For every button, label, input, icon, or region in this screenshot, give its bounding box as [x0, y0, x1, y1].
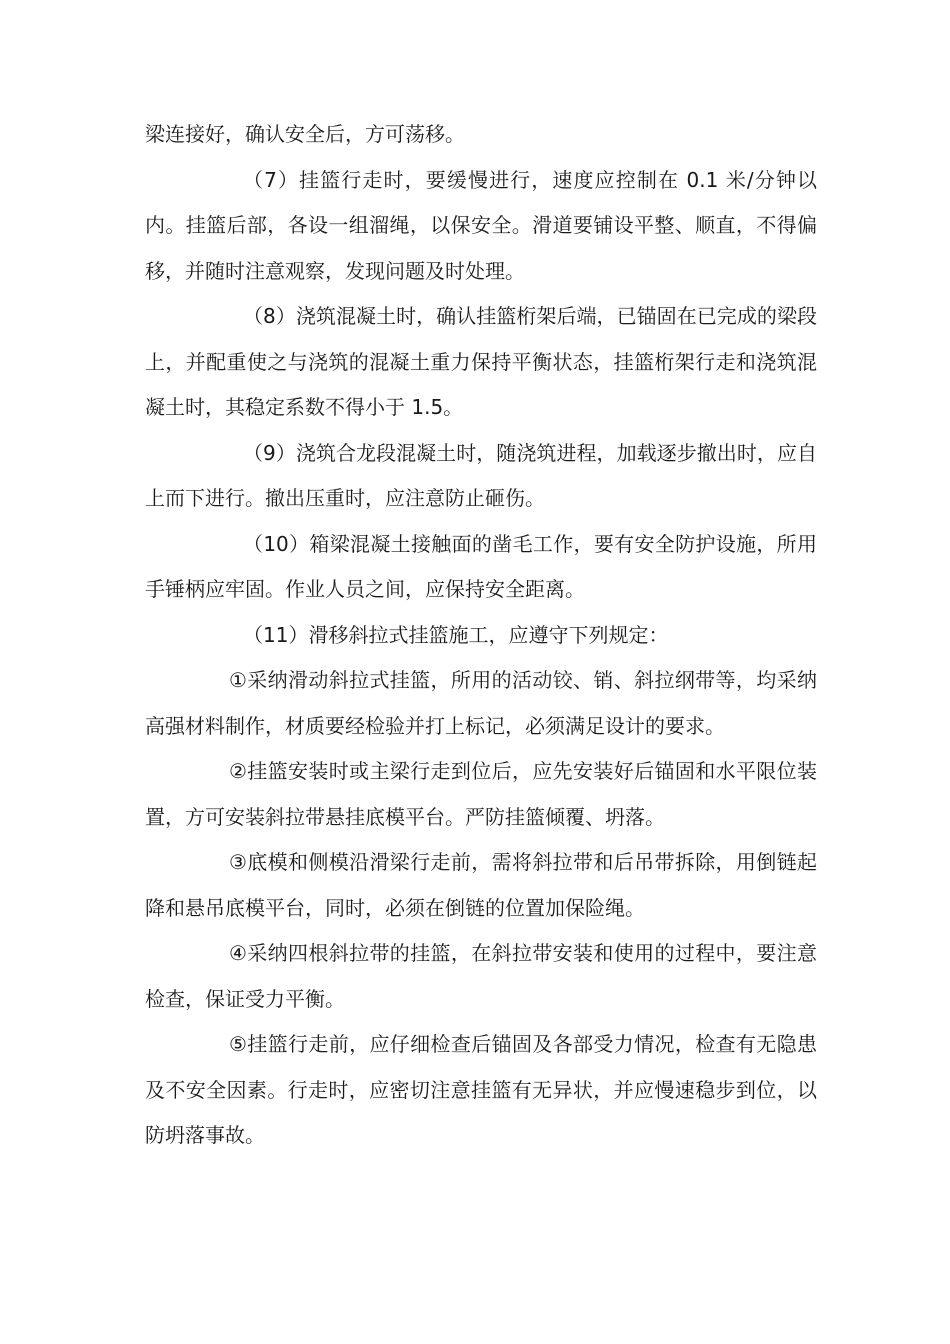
- paragraph-subitem-1: ①采纳滑动斜拉式挂篮，所用的活动铰、销、斜拉纲带等，均采纳高强材料制作，材质要经检验并打上标记，必须满足设计的要求。: [145, 668, 817, 738]
- paragraph-continuation: 梁连接好，确认安全后，方可荡移。: [145, 122, 465, 146]
- paragraph-item-8: （8）浇筑混凝土时，确认挂篮桁架后端，已锚固在已完成的梁段上，并配重使之与浇筑的混凝土重力保持平衡状态，挂篮桁架行走和浇筑混凝土时，其稳定系数不得小于 1.5。: [145, 304, 817, 419]
- paragraph-item-10: （10）箱梁混凝土接触面的凿毛工作，要有安全防护设施，所用手锤柄应牢固。作业人员之间，应保持安全距离。: [145, 531, 817, 601]
- paragraph-item-9: （9）浇筑合龙段混凝土时，随浇筑进程，加载逐步撤出时，应自上而下进行。撤出压重时，应注意防止砸伤。: [145, 440, 817, 510]
- paragraph-subitem-5: ⑤挂篮行走前，应仔细检查后锚固及各部受力情况，检查有无隐患及不安全因素。行走时，应密切注意挂篮有无异状，并应慢速稳步到位，以防坍落事故。: [145, 1032, 817, 1147]
- paragraph-subitem-2: ②挂篮安装时或主梁行走到位后，应先安装好后锚固和水平限位装置，方可安装斜拉带悬挂底模平台。严防挂篮倾覆、坍落。: [145, 759, 817, 829]
- paragraph-subitem-4: ④采纳四根斜拉带的挂篮，在斜拉带安装和使用的过程中，要注意检查，保证受力平衡。: [145, 941, 817, 1011]
- document-body: [145, 112, 817, 1159]
- paragraph-subitem-3: ③底模和侧模沿滑梁行走前，需将斜拉带和后吊带拆除，用倒链起降和悬吊底模平台，同时，必须在倒链的位置加保险绳。: [145, 850, 817, 920]
- paragraph-item-11: （11）滑移斜拉式挂篮施工，应遵守下列规定：: [243, 622, 669, 647]
- paragraph-item-7: （7）挂篮行走时，要缓慢进行，速度应控制在 0.1 米/分钟以内。挂篮后部，各设一组溜绳，以保安全。滑道要铺设平整、顺直，不得偏移，并随时注意观察，发现问题及时处理。: [145, 167, 817, 283]
